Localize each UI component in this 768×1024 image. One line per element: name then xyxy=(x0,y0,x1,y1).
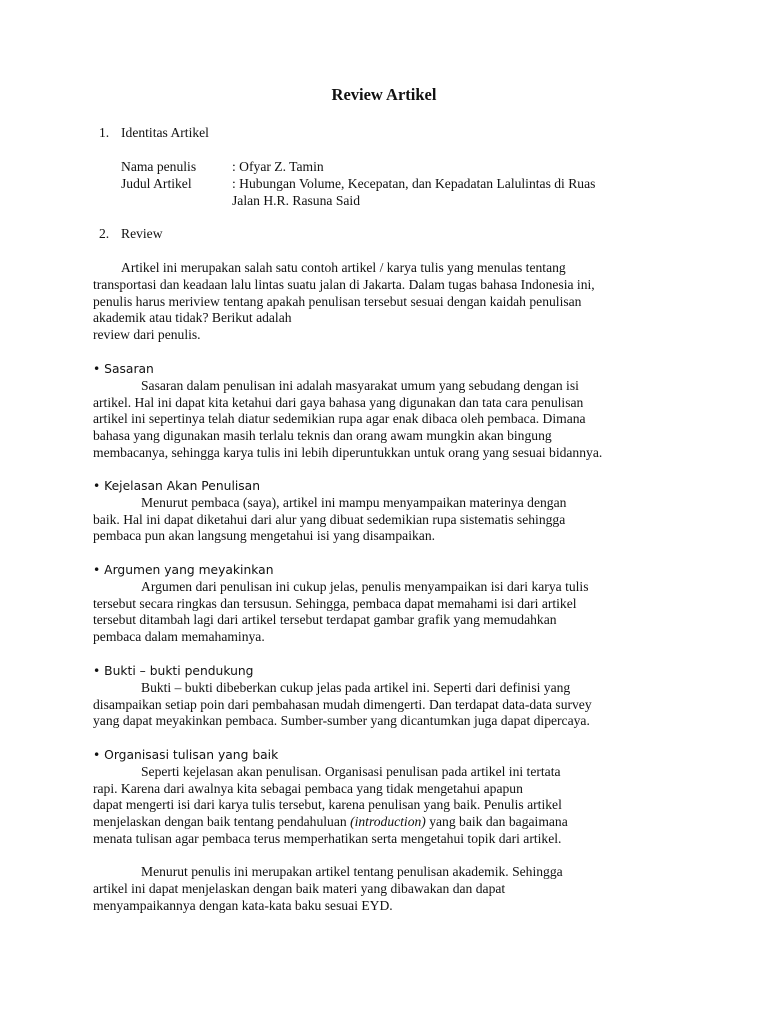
kejelasan-line: Menurut pembaca (saya), artikel ini mampu menyampaikan materinya dengan xyxy=(141,494,567,510)
bukti-line: Bukti – bukti dibeberkan cukup jelas pada artikel ini. Seperti dari definisi yang xyxy=(141,679,571,695)
kejelasan-line: baik. Hal ini dapat diketahui dari alur yang dibuat sedemikian rupa sistematis sehingga xyxy=(93,511,566,527)
intro-line: review dari penulis. xyxy=(93,327,201,343)
organisasi-section xyxy=(93,747,675,848)
organisasi-line: Seperti kejelasan akan penulisan. Organisasi penulisan pada artikel ini tertata xyxy=(141,763,561,779)
argumen-section xyxy=(93,562,675,646)
review-number: 2. xyxy=(99,226,110,241)
organisasi-line: menata tulisan agar pembaca terus memperhatikan serta mengetahui topik dari artikel. xyxy=(93,830,562,846)
sasaran-line: Sasaran dalam penulisan ini adalah masyarakat umum yang sebudang dengan isi xyxy=(141,377,579,393)
penulis-label: Nama penulis xyxy=(121,159,197,174)
identitas-heading: Identitas Artikel xyxy=(121,125,209,140)
organisasi-line: dapat mengerti isi dari karya tulis tersebut, karena penulisan yang baik. Penulis artikel xyxy=(93,797,562,813)
sasaran-section xyxy=(93,361,675,462)
kejelasan-heading: • Kejelasan Akan Penulisan xyxy=(93,479,261,493)
identitas-heading-line xyxy=(93,125,675,142)
sasaran-line: membacanya, sehingga karya tulis ini lebih diperuntukkan untuk orang yang sesuai bidannya. xyxy=(93,444,603,460)
intro-line: penulis harus meriview tentang apakah penulisan tersebut sesuai dengan kaidah penulisan xyxy=(93,293,582,309)
intro-line: Artikel ini merupakan salah satu contoh artikel / karya tulis yang menulas tentang xyxy=(121,260,566,275)
bukti-section xyxy=(93,663,675,730)
kejelasan-line: pembaca pun akan langsung mengetahui isi yang disampaikan. xyxy=(93,528,436,544)
closing-line: menyampaikannya dengan kata-kata baku sesuai EYD. xyxy=(93,897,393,913)
sasaran-line: artikel ini sepertinya telah diatur sedemikian rupa agar enak dibaca oleh pembaca. Dimana xyxy=(93,411,586,427)
argumen-line: tersebut secara ringkas dan tersusun. Sehingga, pembaca dapat memahami isi dari artikel xyxy=(93,595,577,611)
review-heading-line xyxy=(93,226,675,243)
review-section xyxy=(93,226,675,243)
closing-line: Menurut penulis ini merupakan artikel tentang penulisan akademik. Sehingga xyxy=(141,864,563,879)
judul-row-continued xyxy=(93,193,675,210)
intro-line: transportasi dan keadaan lalu lintas suatu jalan di Jakarta. Dalam tugas bahasa Indonesia ini, xyxy=(93,276,595,292)
bukti-heading: • Bukti – bukti pendukung xyxy=(93,664,254,678)
intro-line: akademik atau tidak? Berikut adalah xyxy=(93,310,292,326)
judul-value: : Hubungan Volume, Kecepatan, dan Kepadatan Lalulintas di Ruas xyxy=(232,175,596,191)
argumen-heading: • Argumen yang meyakinkan xyxy=(93,563,274,577)
judul-row xyxy=(93,176,675,193)
document-title: Review Artikel xyxy=(331,85,437,104)
argumen-line: tersebut ditambah lagi dari artikel tersebut terdapat gambar grafik yang memudahkan xyxy=(93,612,557,628)
bukti-line: disampaikan setiap poin dari pembahasan mudah dimengerti. Dan terdapat data-data survey xyxy=(93,696,592,712)
judul-value-continued: Jalan H.R. Rasuna Said xyxy=(232,192,360,208)
organisasi-line4-pre: menjelaskan dengan baik tentang pendahuluan xyxy=(93,814,351,830)
sasaran-line: bahasa yang digunakan masih terlalu teknis dan orang awam mungkin akan bingung xyxy=(93,428,552,444)
bukti-line: yang dapat meyakinkan pembaca. Sumber-sumber yang dicantumkan juga dapat dipercaya. xyxy=(93,713,590,729)
penulis-row xyxy=(93,159,675,176)
closing-paragraph xyxy=(93,864,675,914)
identitas-details xyxy=(93,159,675,209)
sasaran-line: artikel. Hal ini dapat kita ketahui dari gaya bahasa yang digunakan dan tata cara penulisan xyxy=(93,394,584,410)
organisasi-line4-post: yang baik dan bagaimana xyxy=(425,814,568,830)
argumen-line: Argumen dari penulisan ini cukup jelas, penulis menyampaikan isi dari karya tulis xyxy=(141,578,589,594)
organisasi-line xyxy=(93,814,675,831)
review-intro xyxy=(93,260,675,344)
review-heading: Review xyxy=(121,226,163,241)
introduction-emphasis: (introduction) xyxy=(350,814,426,830)
identitas-section xyxy=(93,125,675,142)
penulis-value: : Ofyar Z. Tamin xyxy=(232,159,324,174)
argumen-line: pembaca dalam memahaminya. xyxy=(93,629,265,645)
closing-line: artikel ini dapat menjelaskan dengan baik materi yang dibawakan dan dapat xyxy=(93,880,506,896)
identitas-number: 1. xyxy=(99,125,110,140)
sasaran-heading: • Sasaran xyxy=(93,362,154,376)
organisasi-line: rapi. Karena dari awalnya kita sebagai pembaca yang tidak mengetahui apapun xyxy=(93,780,523,796)
kejelasan-section xyxy=(93,478,675,545)
judul-label: Judul Artikel xyxy=(121,175,192,191)
organisasi-heading: • Organisasi tulisan yang baik xyxy=(93,748,279,762)
